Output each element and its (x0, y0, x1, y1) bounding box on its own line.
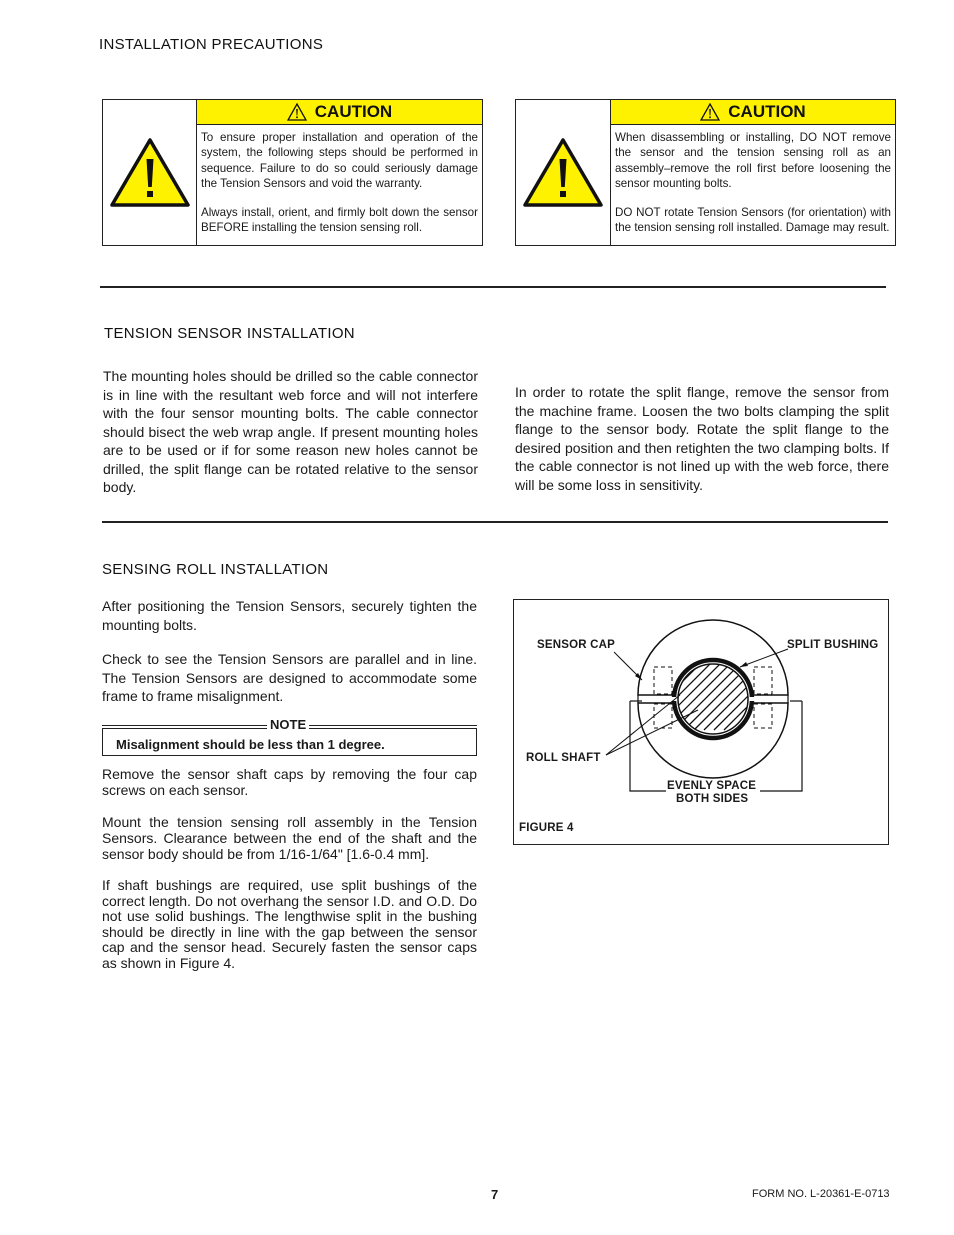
caution-banner (197, 100, 482, 125)
caution-title: CAUTION (314, 102, 393, 121)
roll-paragraph-1: After positioning the Tension Sensors, securely tighten the mounting bolts. (102, 598, 477, 633)
label-roll-shaft: ROLL SHAFT (526, 752, 601, 764)
sensing-roll-steps (102, 766, 477, 971)
warning-icon-cell (516, 100, 611, 245)
label-evenly-space: EVENLY SPACE (667, 780, 757, 792)
section-heading-sensing-roll: SENSING ROLL INSTALLATION (102, 561, 329, 578)
page-number: 7 (491, 1187, 499, 1202)
caution-title: CAUTION (728, 102, 806, 121)
section-divider (102, 521, 888, 523)
caution-text-1: To ensure proper installation and operation of the system, the following steps should be performed in sequence. Failure to do so could seriously damage the Tension Sensors and void the warranty. (201, 131, 478, 191)
caution-box-left (102, 99, 483, 246)
roll-paragraph-4: Mount the tension sensing roll assembly in the Tension Sensors. Clearance between the end of the shaft and the sensor body should be from 1/16-1/64" [1.6-0.4 mm]. (102, 814, 477, 862)
roll-paragraph-3: Remove the sensor shaft caps by removing the four cap screws on each sensor. (102, 766, 477, 798)
small-warning-icon (287, 103, 307, 121)
caution-text-2: DO NOT rotate Tension Sensors (for orientation) with the tension sensing roll installed. Damage may result. (615, 205, 891, 235)
note-box (102, 728, 477, 756)
caution-text-1: When disassembling or installing, DO NOT remove the sensor and the tension sensing roll as an assembly–remove the roll first before loosening the sensor mounting bolts. (615, 131, 891, 191)
roll-paragraph-2: Check to see the Tension Sensors are parallel and in line. The Tension Sensors are designed to accommodate some frame to frame misalignment. (102, 651, 477, 704)
tension-paragraph-left: The mounting holes should be drilled so the cable connector is in line with the resultant web force and will not interfere with the four sensor mounting bolts. The cable connector should bisect the web wrap angle. If present mounting holes are to be used or if for some reason new holes cannot be drilled, the split flange can be rotated relative to the sensor body. (103, 368, 478, 495)
note-text: Misalignment should be less than 1 degree. (116, 737, 385, 752)
sensor-diagram (514, 600, 888, 844)
caution-text-2: Always install, orient, and firmly bolt down the sensor BEFORE installing the tension sensing roll. (201, 205, 478, 235)
tension-paragraph-right: In order to rotate the split flange, remove the sensor from the machine frame. Loosen the two bolts clamping the split flange to the sensor body. Rotate the split flange to the desired position and then retighten the two clamping bolts. If the cable connector is not lined up with the web force, there will be some loss in sensitivity. (515, 384, 889, 493)
label-both-sides: BOTH SIDES (676, 793, 749, 805)
figure-4 (513, 599, 889, 845)
section-heading-tension-sensor: TENSION SENSOR INSTALLATION (104, 325, 355, 342)
warning-triangle-icon (522, 137, 604, 209)
label-sensor-cap: SENSOR CAP (537, 639, 616, 651)
figure-caption: FIGURE 4 (519, 822, 574, 834)
section-divider (100, 286, 886, 288)
caution-box-right (515, 99, 896, 246)
small-warning-icon (700, 103, 720, 121)
roll-paragraph-5: If shaft bushings are required, use split bushings of the correct length. Do not overhang the sensor I.D. and O.D. Do not use solid bushings. The lengthwise split in the bushing should be directly in line with the gap between the sensor cap and the sensor head. Securely fasten the sensor caps as shown in Figure 4. (102, 877, 477, 971)
warning-icon-cell (103, 100, 197, 245)
warning-triangle-icon (109, 137, 191, 209)
note-title: NOTE (267, 717, 309, 732)
label-split-bushing: SPLIT BUSHING (787, 639, 879, 651)
caution-banner (611, 100, 895, 125)
section-heading-installation-precautions: INSTALLATION PRECAUTIONS (99, 36, 324, 53)
form-number: FORM NO. L-20361-E-0713 (752, 1188, 890, 1200)
sensing-roll-intro (102, 597, 477, 706)
